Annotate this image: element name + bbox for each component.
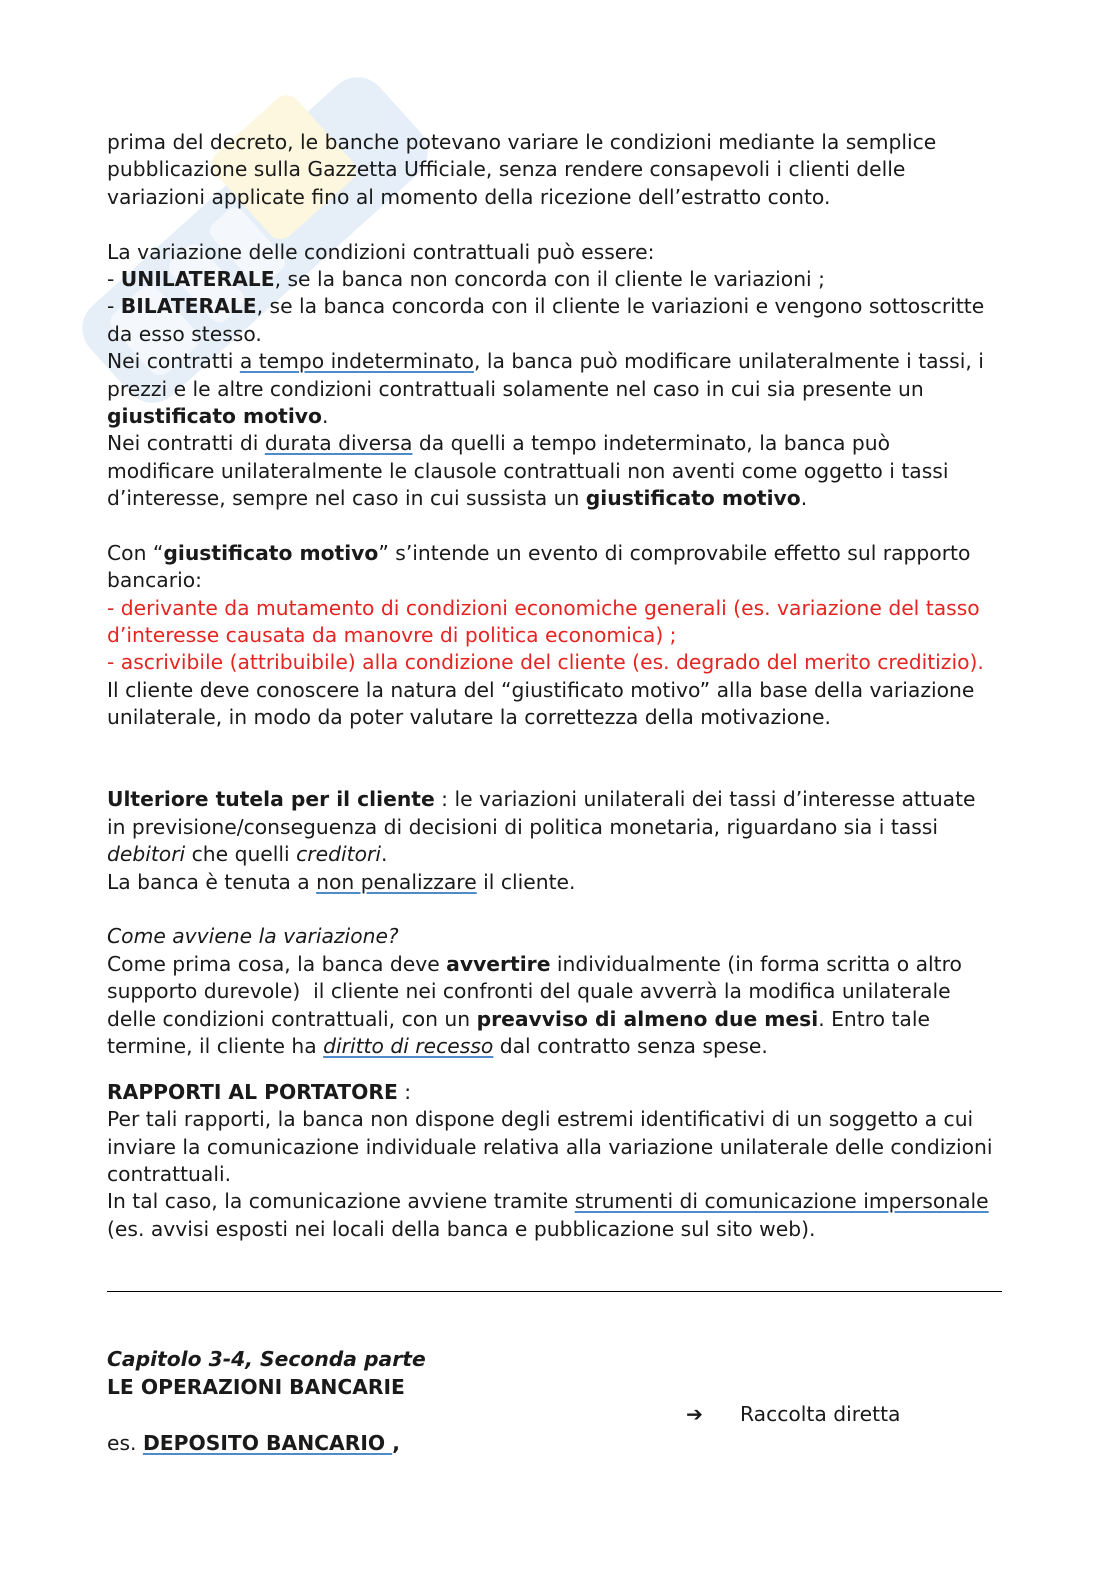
text-line <box>107 1161 1007 1188</box>
text: inviare la comunicazione individuale relativa alla variazione unilaterale delle condizioni <box>107 1134 993 1159</box>
blank-line <box>107 512 1007 539</box>
text-line <box>107 129 1007 156</box>
text-line <box>107 841 1007 868</box>
text-line <box>107 951 1007 978</box>
italic-term: debitori <box>107 842 186 867</box>
red-text-line <box>107 622 1007 649</box>
bold-term: giustificato motivo <box>107 403 322 428</box>
example-term: DEPOSITO BANCARIO <box>142 1430 393 1455</box>
paragraph-gap <box>107 1060 1007 1079</box>
text: variazioni applicate fino al momento della ricezione dell’estratto conto. <box>107 184 831 209</box>
text: prima del decreto, le banche potevano variare le condizioni mediante la semplice <box>107 130 937 154</box>
text: delle condizioni contrattuali, con un <box>107 1006 477 1031</box>
text-line <box>107 1079 1007 1106</box>
text: - <box>107 266 121 291</box>
bold-term: UNILATERALE <box>120 266 275 291</box>
text: unilaterale, in modo da poter valutare la correttezza della motivazione. <box>107 705 831 730</box>
text: . Entro tale <box>818 1006 930 1031</box>
text-line <box>107 485 1007 512</box>
text: modificare unilateralmente le clausole contrattuali non aventi come oggetto i tassi <box>107 458 949 483</box>
text-line <box>107 156 1007 183</box>
text-line <box>107 376 1007 403</box>
text-line <box>107 266 1007 293</box>
text: - <box>107 294 121 319</box>
example-suffix: , <box>392 1430 400 1455</box>
underlined-term: durata diversa <box>264 431 413 456</box>
text-line <box>107 321 1007 348</box>
example-prefix: es. <box>107 1430 143 1455</box>
text: La variazione delle condizioni contrattuali può essere: <box>107 239 655 264</box>
bold-term: preavviso di almeno due mesi <box>476 1006 819 1031</box>
text-line <box>107 239 1007 266</box>
italic-question <box>107 923 1007 950</box>
text-line <box>107 403 1007 430</box>
bold-term: avvertire <box>446 951 551 976</box>
text: supporto durevole) il cliente nei confronti del quale avverrà la modifica unilaterale <box>107 979 951 1004</box>
text-line <box>107 458 1007 485</box>
text: che quelli <box>185 842 297 867</box>
text: , se la banca concorda con il cliente le variazioni e vengono sottoscritte <box>256 294 985 319</box>
underlined-term: a tempo indeterminato <box>239 349 474 374</box>
text-line <box>107 540 1007 567</box>
text: Come prima cosa, la banca deve <box>107 951 447 976</box>
text: d’interesse, sempre nel caso in cui sussista un <box>107 486 586 511</box>
text: Nei contratti <box>107 349 240 374</box>
bold-term: RAPPORTI AL PORTATORE <box>107 1079 398 1104</box>
blank-line <box>107 896 1007 923</box>
text-line <box>107 869 1007 896</box>
text: in previsione/conseguenza di decisioni di politica monetaria, riguardano sia i tassi <box>107 814 938 839</box>
italic-term: creditori <box>296 842 381 867</box>
text: Il cliente deve conoscere la natura del “giustificato motivo” alla base della variazione <box>107 677 975 702</box>
text: , la banca può modificare unilateralmente i tassi, i <box>473 349 984 374</box>
blank-line <box>107 732 1007 759</box>
text: termine, il cliente ha <box>107 1033 324 1058</box>
text-line <box>107 786 1007 813</box>
text-line <box>107 293 1007 320</box>
text: il cliente. <box>476 869 576 894</box>
text: Con “ <box>107 540 164 565</box>
bold-term: giustificato motivo <box>163 540 379 565</box>
text: Nei contratti di <box>107 431 265 456</box>
text: , se la banca non concorda con il cliente le variazioni ; <box>274 266 825 291</box>
text: : <box>397 1079 412 1104</box>
text-line <box>107 978 1007 1005</box>
text: . <box>321 403 329 428</box>
arrow-right-icon: ➔ <box>686 1402 703 1426</box>
arrow-line <box>107 1401 1007 1428</box>
section-heading: LE OPERAZIONI BANCARIE <box>107 1374 405 1399</box>
text-line <box>107 1106 1007 1133</box>
text-line <box>107 704 1007 731</box>
chapter-title: Capitolo 3-4, Seconda parte <box>107 1347 426 1372</box>
horizontal-rule <box>107 1291 1002 1292</box>
text-line <box>107 677 1007 704</box>
underlined-term: non penalizzare <box>316 869 477 894</box>
text: contrattuali. <box>107 1162 232 1187</box>
text: La banca è tenuta a <box>107 869 317 894</box>
red-text-line <box>107 649 1007 676</box>
text-line <box>107 567 1007 594</box>
text-line <box>107 1134 1007 1161</box>
text-line <box>107 348 1007 375</box>
blank-line <box>107 211 1007 238</box>
underlined-italic-term: diritto di recesso <box>323 1033 494 1058</box>
text: prezzi e le altre condizioni contrattuali solamente nel caso in cui sia presente un <box>107 376 924 401</box>
text: bancario: <box>107 568 202 593</box>
text-line <box>107 184 1007 211</box>
text-line <box>107 430 1007 457</box>
bold-term: Ulteriore tutela per il cliente <box>107 787 435 812</box>
text: dal contratto senza spese. <box>493 1033 768 1058</box>
arrow-label: Raccolta diretta <box>740 1402 901 1426</box>
text: d’interesse causata da manovre di politica economica) ; <box>107 623 677 648</box>
text: - derivante da mutamento di condizioni economiche generali (es. variazione del tasso <box>107 595 980 620</box>
text-line <box>107 1033 1007 1060</box>
blank-line <box>107 759 1007 786</box>
text: In tal caso, la comunicazione avviene tramite <box>107 1189 575 1214</box>
bold-term: BILATERALE <box>120 294 257 319</box>
text: individualmente (in forma scritta o altro <box>550 951 962 976</box>
text: pubblicazione sulla Gazzetta Ufficiale, senza rendere consapevoli i clienti delle <box>107 157 906 182</box>
text: - ascrivibile (attribuibile) alla condizione del cliente (es. degrado del merito creditizio). <box>107 650 984 675</box>
text: da esso stesso. <box>107 321 262 346</box>
text: : le variazioni unilaterali dei tassi d’interesse attuate <box>434 787 976 812</box>
text: Per tali rapporti, la banca non dispone degli estremi identificativi di un soggetto a cui <box>107 1107 974 1132</box>
document-body <box>107 129 1007 1457</box>
text: (es. avvisi esposti nei locali della banca e pubblicazione sul sito web). <box>107 1216 816 1241</box>
text: . <box>800 486 808 511</box>
text: ” s’intende un evento di comprovabile effetto sul rapporto <box>378 540 971 565</box>
text: . <box>380 842 388 867</box>
underlined-term: strumenti di comunicazione impersonale <box>574 1189 989 1214</box>
text-line <box>107 1006 1007 1033</box>
example-line <box>107 1430 1007 1457</box>
text-line <box>107 814 1007 841</box>
bold-term: giustificato motivo <box>585 486 801 511</box>
red-text-line <box>107 595 1007 622</box>
text: da quelli a tempo indeterminato, la banca può <box>412 431 891 456</box>
text-line <box>107 1216 1007 1243</box>
text: Come avviene la variazione? <box>107 924 399 949</box>
text-line <box>107 1188 1007 1215</box>
